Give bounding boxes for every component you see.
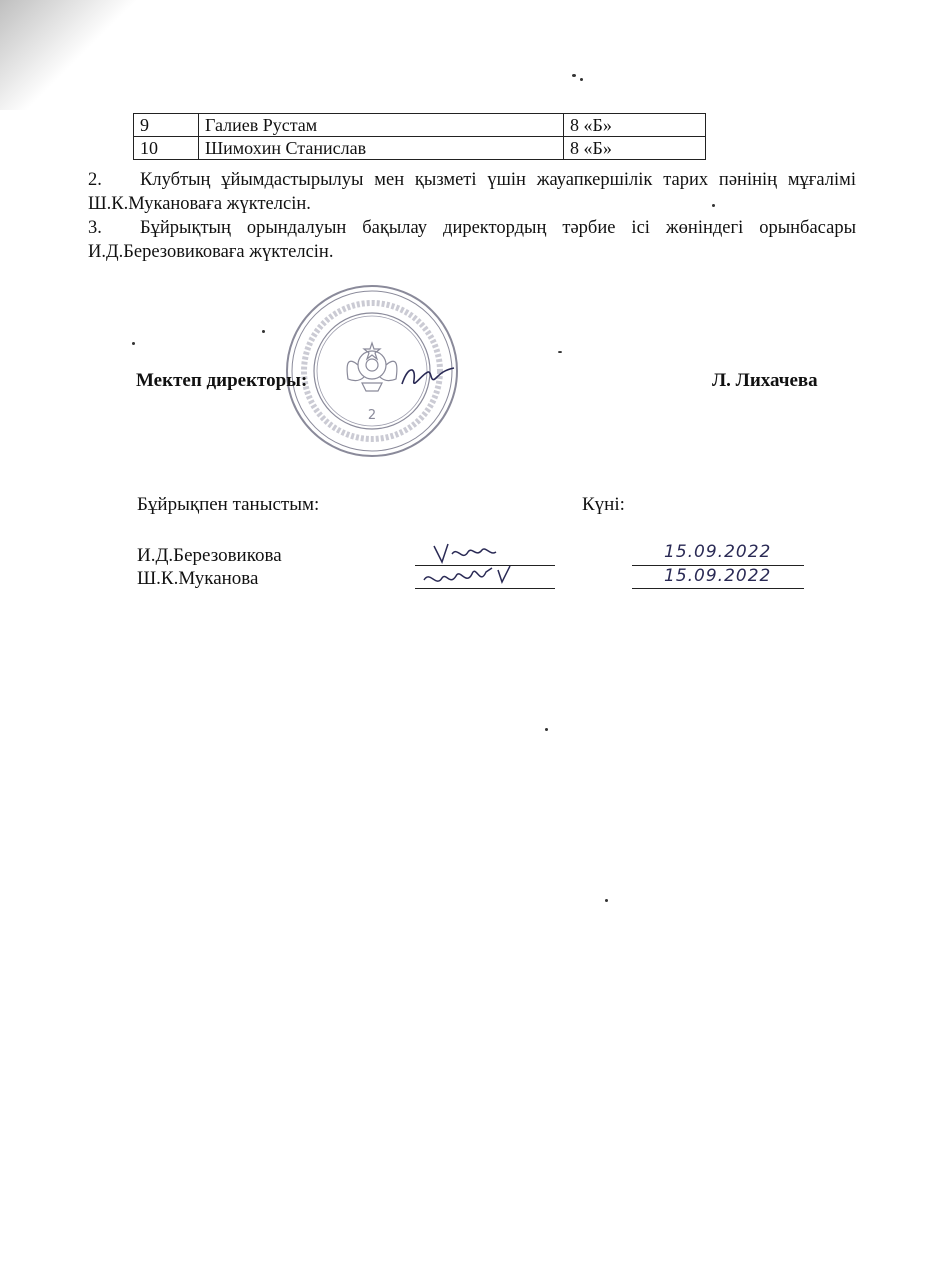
- students-table: [133, 113, 706, 160]
- paragraph-text: Клубтың ұйымдастырылуы мен қызметі үшін жауапкершілік тарих пәнінің мұғалімі Ш.К.Мукановаға жүктелсін.: [88, 170, 856, 214]
- signature-title: Мектеп директоры:: [136, 370, 308, 391]
- student-class: 8 «Б»: [564, 114, 706, 137]
- ack-person-name: Ш.К.Муканова: [137, 568, 259, 589]
- paragraph-item-3: [88, 216, 856, 264]
- stamp-center-number: 2: [367, 408, 377, 423]
- acknowledgement-label: Бұйрықпен таныстым:: [137, 494, 320, 515]
- scan-speck: [545, 728, 548, 731]
- handwritten-date: 15.09.2022: [664, 566, 772, 586]
- ack-person-name: И.Д.Березовикова: [137, 545, 282, 566]
- handwritten-signature: [420, 560, 530, 594]
- student-name: Галиев Рустам: [199, 114, 564, 137]
- student-name: Шимохин Станислав: [199, 137, 564, 160]
- paragraph-item-2: [88, 168, 856, 216]
- scan-speck: [605, 899, 608, 902]
- table-row: [134, 114, 706, 137]
- emblem-icon: [347, 343, 397, 391]
- paragraph-number: 3.: [88, 218, 102, 238]
- scan-fold-corner: [0, 0, 140, 110]
- handwritten-date: 15.09.2022: [664, 542, 772, 562]
- paragraph-number: 2.: [88, 170, 102, 190]
- row-number: 9: [134, 114, 199, 137]
- date-label: Күні:: [582, 494, 625, 515]
- row-number: 10: [134, 137, 199, 160]
- student-class: 8 «Б»: [564, 137, 706, 160]
- date-line: [632, 588, 804, 589]
- scan-speck: [558, 351, 562, 353]
- scan-speck: [132, 342, 135, 345]
- director-signature: [398, 362, 458, 392]
- scan-speck: [572, 74, 576, 77]
- table-row: [134, 137, 706, 160]
- scan-speck: [580, 78, 583, 81]
- director-name: Л. Лихачева: [712, 370, 818, 391]
- paragraph-text: Бұйрықтың орындалуын бақылау директордың тәрбие ісі жөніндегі орынбасары И.Д.Березовиковаға жүктелсін.: [88, 218, 856, 262]
- scan-speck: [262, 330, 265, 333]
